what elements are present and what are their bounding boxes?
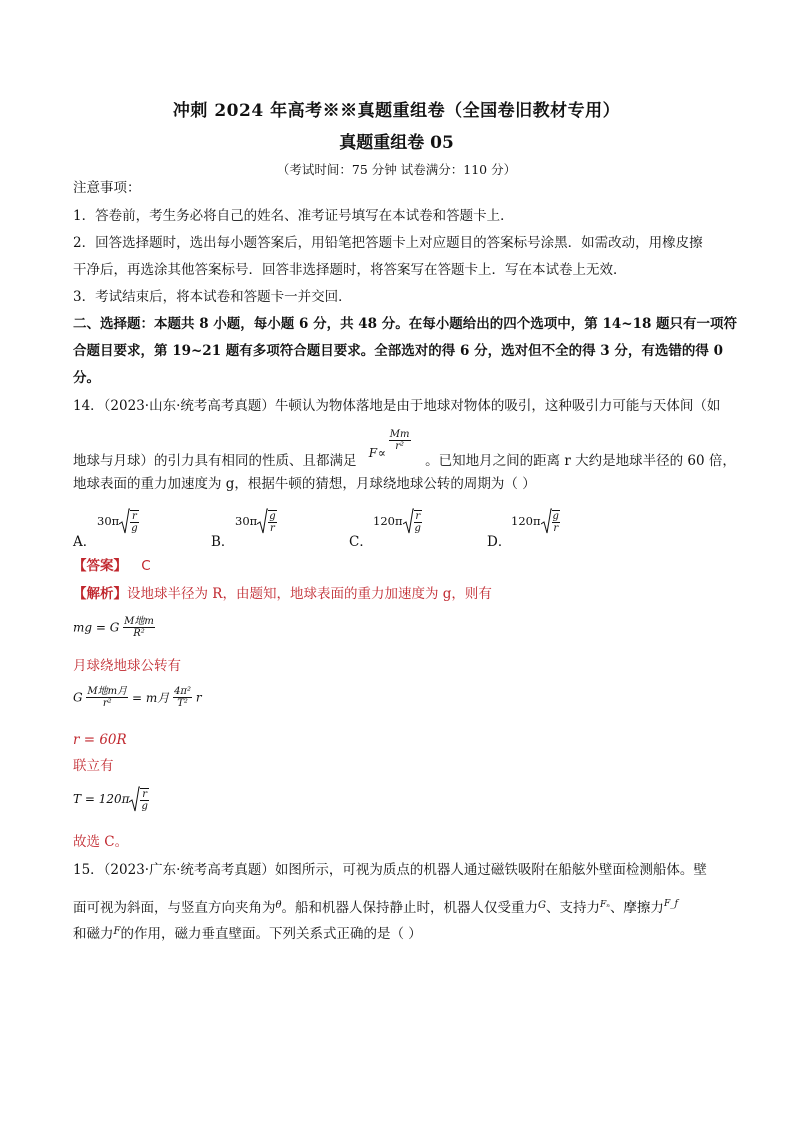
eq2-mid: = m月 (131, 691, 170, 705)
option-c-den: g (414, 523, 421, 534)
section-heading-line1: 二、选择题：本题共 8 小题，每小题 6 分，共 48 分。在每小题给出的四个选项中，第 14~18 题只有一项符 (73, 316, 738, 332)
q15-line2b: 。船和机器人保持静止时，机器人仅受重力 (281, 900, 539, 916)
option-b-coef: 30π (235, 514, 258, 528)
option-b-num: g (269, 511, 276, 522)
sqrt-icon (119, 508, 138, 534)
eq1-num: M地m (124, 616, 154, 627)
eq1-den: R² (133, 628, 145, 639)
option-a-label: A． (73, 534, 97, 550)
q14-line2 (73, 429, 736, 471)
q15-line2c: 、支持力 (546, 900, 601, 916)
option-d-den: r (553, 523, 559, 534)
eq2-den: r² (102, 698, 112, 709)
q14-line3: 地球表面的重力加速度为 g，根据牛顿的猜想，月球绕地球公转的周期为（ ） (73, 476, 536, 492)
radical-sign (403, 508, 414, 534)
q14-formula-den: r² (395, 441, 405, 452)
q14-formula-prop: ∝ (377, 446, 386, 460)
section-heading-line3: 分。 (73, 370, 100, 386)
conclusion: 故选 C。 (73, 834, 129, 850)
q15-line3b: 的作用，磁力垂直壁面。下列关系式正确的是（ ） (120, 926, 422, 942)
answer-label: 【答案】 (73, 558, 127, 574)
eq2-num: M地m月 (87, 686, 128, 697)
notice-item-2: 2．回答选择题时，选出每小题答案后，用铅笔把答题卡上对应题目的答案标号涂黑．如需改动，用橡皮擦 (73, 235, 703, 251)
exam-meta: （考试时间：75 分钟 试卷满分：110 分） (276, 162, 517, 177)
option-d-formula (511, 508, 560, 534)
q14-formula-f: F (368, 446, 378, 460)
combine-text: 联立有 (73, 758, 114, 774)
option-a-num: r (132, 511, 137, 522)
f-symbol: F (113, 926, 121, 937)
option-c-num: r (415, 511, 421, 522)
option-d-label: D． (487, 534, 512, 550)
analysis-text: 设地球半径为 R，由题知，地球表面的重力加速度为 g，则有 (127, 586, 492, 602)
notice-item-1: 1．答卷前，考生务必将自己的姓名、准考证号填写在本试卷和答题卡上． (73, 208, 514, 224)
option-c-formula (373, 508, 422, 534)
option-d-num: g (552, 511, 559, 522)
equation-4 (73, 786, 149, 812)
q14-line1: 14．（2023·山东·统考高考真题）牛顿认为物体落地是由于地球对物体的吸引，这种吸引力可能与天体间（如 (73, 398, 721, 414)
sqrt-icon (129, 786, 148, 812)
g-symbol: G (538, 900, 547, 911)
q14-answer (73, 556, 151, 576)
sqrt-icon (257, 508, 276, 534)
q14-analysis (73, 584, 492, 604)
q14-formula-fraction (389, 429, 411, 452)
section-heading-line2: 合题目要求，第 19~21 题有多项符合题目要求。全部选对的得 6 分，选对但不全的得 3 分，有选错的得 0 (73, 343, 723, 359)
radical-sign (257, 508, 268, 534)
eq4-lhs: T = 120π (73, 792, 130, 806)
radical-sign (129, 786, 140, 812)
eq4-num: r (142, 789, 148, 800)
option-b-formula (235, 508, 277, 534)
q15-line1: 15．（2023·广东·统考高考真题）如图所示，可视为质点的机器人通过磁铁吸附在船舷外壁面检测船体。壁 (73, 862, 707, 878)
q15-line2a: 面可视为斜面，与竖直方向夹角为 (73, 900, 276, 916)
notice-item-3: 3．考试结束后，将本试卷和答题卡一并交回． (73, 289, 352, 305)
fn-symbol: Fₙ (600, 900, 610, 910)
q15-line2d: 、摩擦力 (609, 900, 664, 916)
notice-heading: 注意事项： (73, 180, 141, 196)
option-a-den: g (131, 523, 138, 534)
page-subtitle: 真题重组卷 05 (339, 133, 454, 153)
option-a-coef: 30π (97, 514, 120, 528)
option-a-formula (97, 508, 139, 534)
q15-line3a: 和磁力 (73, 926, 114, 942)
sqrt-icon (541, 508, 560, 534)
eq2-r: r (195, 690, 202, 705)
sqrt-icon (403, 508, 422, 534)
eq4-den: g (141, 801, 148, 812)
option-b-label: B． (211, 534, 235, 550)
equation-1 (73, 616, 155, 639)
notice-item-2-cont: 干净后，再选涂其他答案标号．回答非选择题时，将答案写在答题卡上．写在本试卷上无效． (73, 262, 627, 278)
equation-3: r = 60R (73, 732, 127, 748)
eq1-lhs: mg = G (73, 620, 120, 635)
page-title: 冲刺 2024 年高考※※真题重组卷（全国卷旧教材专用） (172, 101, 621, 121)
q14-formula-num: Mm (389, 429, 410, 440)
option-d-coef: 120π (511, 514, 541, 528)
eq2-g: G (73, 690, 83, 705)
option-b-den: r (270, 523, 275, 534)
q14-formula-proportional (361, 429, 421, 465)
radical-sign (119, 508, 130, 534)
analysis-label: 【解析】 (73, 586, 127, 602)
eq2-num2: 4π² (174, 686, 192, 697)
eq2-den2: T² (177, 698, 188, 709)
orbit-text: 月球绕地球公转有 (73, 658, 181, 674)
q15-line3 (73, 922, 422, 944)
ff-symbol: F_f (663, 899, 679, 909)
answer-value: C (141, 558, 151, 574)
equation-2 (73, 686, 202, 709)
radical-sign (541, 508, 552, 534)
option-c-label: C． (349, 534, 373, 550)
option-c-coef: 120π (373, 514, 403, 528)
q14-line2-end: 。已知地月之间的距离 r 大约是地球半径的 60 倍， (425, 453, 736, 469)
theta-symbol: θ (275, 900, 282, 911)
q15-line2 (73, 894, 678, 918)
q14-line2-start: 地球与月球）的引力具有相同的性质、且都满足 (73, 453, 357, 469)
